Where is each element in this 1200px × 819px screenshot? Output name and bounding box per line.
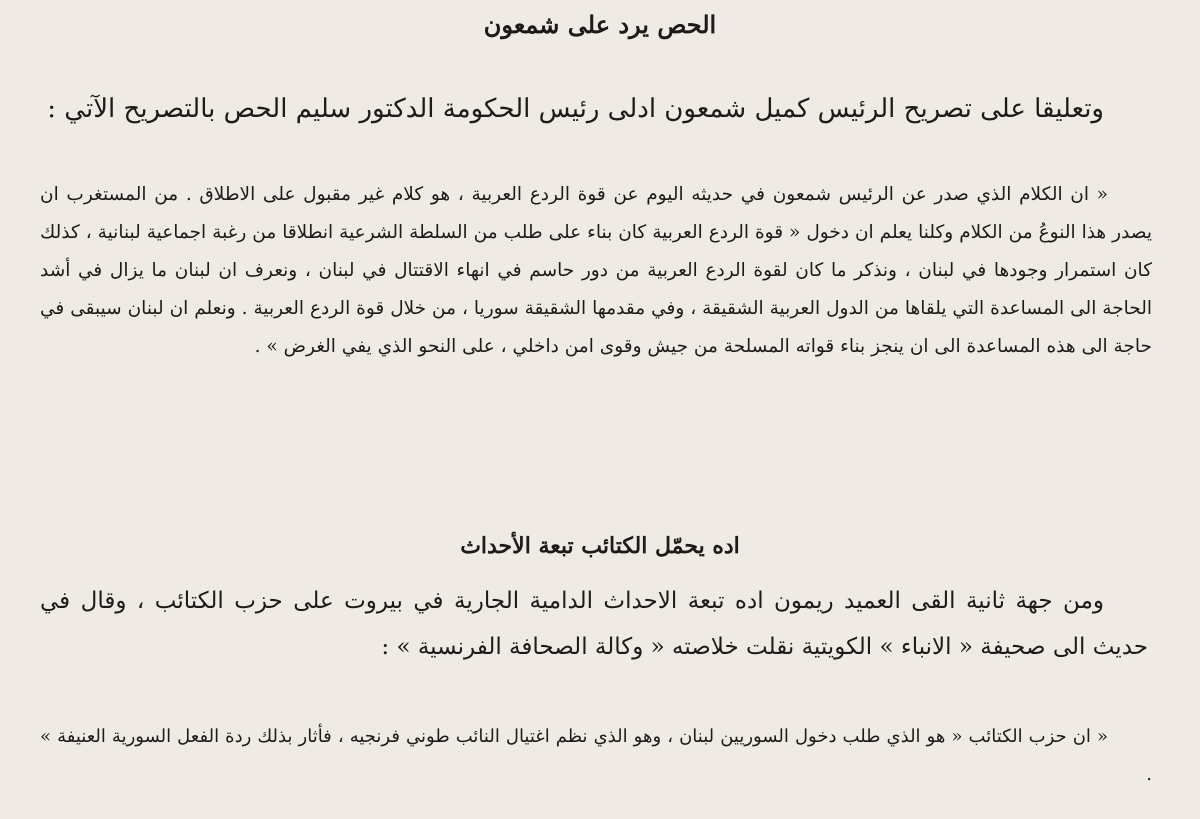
article-2-lead	[40, 578, 1148, 670]
article-2-lead-text: ومن جهة ثانية القى العميد ريمون اده تبعة الاحداث الدامية الجارية في بيروت على حزب الكتائب ، وقال في حديث الى صحيفة « الانباء » الكويتية نقلت خلاصته « وكالة الصحافة الفرنسية » :	[40, 588, 1148, 660]
article-1-title: الحص يرد على شمعون	[483, 10, 717, 39]
article-2-quote-text: « ان حزب الكتائب « هو الذي طلب دخول السوريين لبنان ، وهو الذي نظم اغتيال النائب طوني فرنجيه ، فأثار بذلك ردة الفعل السورية العنيفة » .	[40, 726, 1152, 785]
article-1-quote	[40, 176, 1152, 366]
article-1-quote-text: « ان الكلام الذي صدر عن الرئيس شمعون في حديثه اليوم عن قوة الردع العربية ، هو كلام غير مقبول على الاطلاق . من المستغرب ان يصدر هذا النوعُ من الكلام وكلنا يعلم ان دخول « قوة الردع العربية كان بناء على طلب من السلطة الشرعية انطلاقا من رغبة اجماعية لبنانية ، كذلك كان استمرار وجودها في لبنان ، ونذكر ما كان لقوة الردع العربية من دور حاسم في انهاء الاقتتال في لبنان ، ونعرف ان لبنان ما يزال في أشد الحاجة الى المساعدة التي يلقاها من الدول العربية الشقيقة ، وفي مقدمها الشقيقة سوريا ، من خلال قوة الردع العربية . ونعلم ان لبنان سيبقى في حاجة الى هذه المساعدة الى ان ينجز بناء قواته المسلحة من جيش وقوى امن داخلي ، على النحو الذي يفي الغرض » .	[40, 184, 1152, 357]
article-2-title: اده يحمّل الكتائب تبعة الأحداث	[460, 533, 740, 559]
article-1-lead	[40, 86, 1148, 132]
article-2-quote	[40, 718, 1152, 794]
article-1-lead-text: وتعليقا على تصريح الرئيس كميل شمعون ادلى رئيس الحكومة الدكتور سليم الحص بالتصريح الآتي :	[47, 94, 1104, 124]
